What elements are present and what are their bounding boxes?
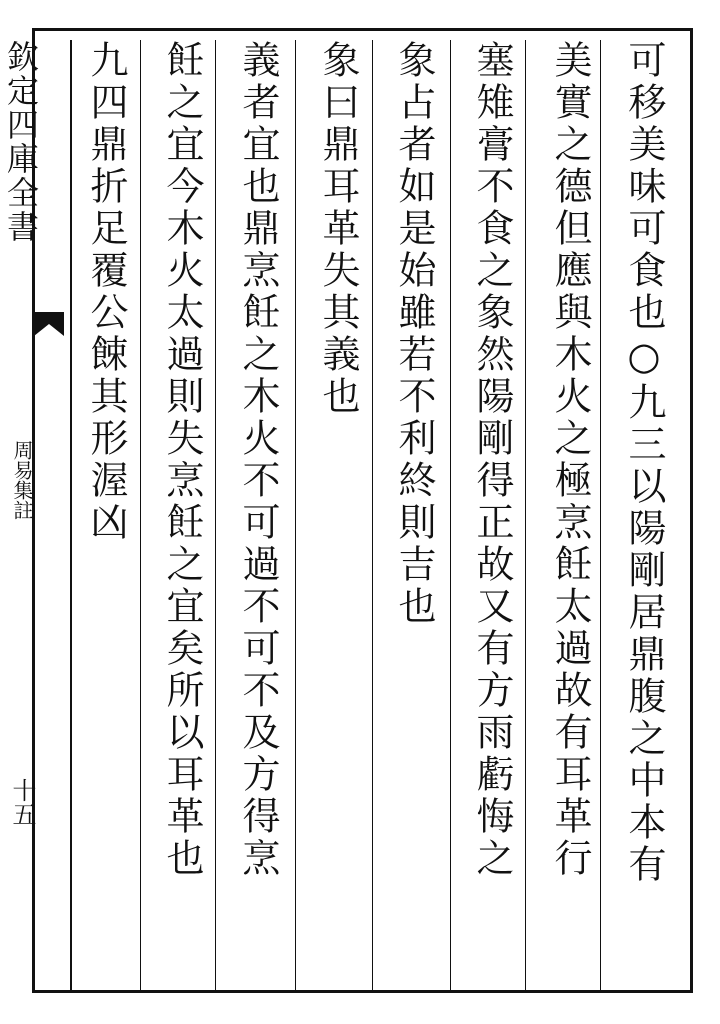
- text-column-4: 象占者如是始雖若不利終則吉也: [392, 40, 436, 628]
- column-divider: [600, 40, 601, 990]
- book-title: 欽定四庫全書: [2, 40, 40, 244]
- right-border: [690, 28, 693, 993]
- bottom-border: [32, 990, 692, 993]
- top-border: [32, 28, 692, 31]
- text-column-2: 美實之德但應與木火之極烹飪太過故有耳革行: [548, 40, 592, 880]
- column-divider: [525, 40, 526, 990]
- column-divider: [215, 40, 216, 990]
- column-divider: [140, 40, 141, 990]
- margin-divider: [70, 40, 72, 990]
- text-column-8: 九四鼎折足覆公餗其形渥凶: [84, 40, 128, 544]
- text-column-5: 象曰鼎耳革失其義也: [316, 40, 360, 418]
- text-column-1: 可移美味可食也○九三以陽剛居鼎腹之中本有: [622, 40, 666, 886]
- text-column-6: 義者宜也鼎烹飪之木火不可過不可不及方得烹: [236, 40, 280, 880]
- section-title: 周易集註: [10, 440, 34, 520]
- column-divider: [295, 40, 296, 990]
- fish-tail-mark-icon: [34, 312, 64, 336]
- text-column-7: 飪之宜今木火太過則失烹飪之宜矣所以耳革也: [160, 40, 204, 880]
- column-divider: [450, 40, 451, 990]
- page-number: 十五: [8, 778, 36, 826]
- column-divider: [372, 40, 373, 990]
- text-column-3: 塞雉膏不食之象然陽剛得正故又有方雨虧悔之: [470, 40, 514, 880]
